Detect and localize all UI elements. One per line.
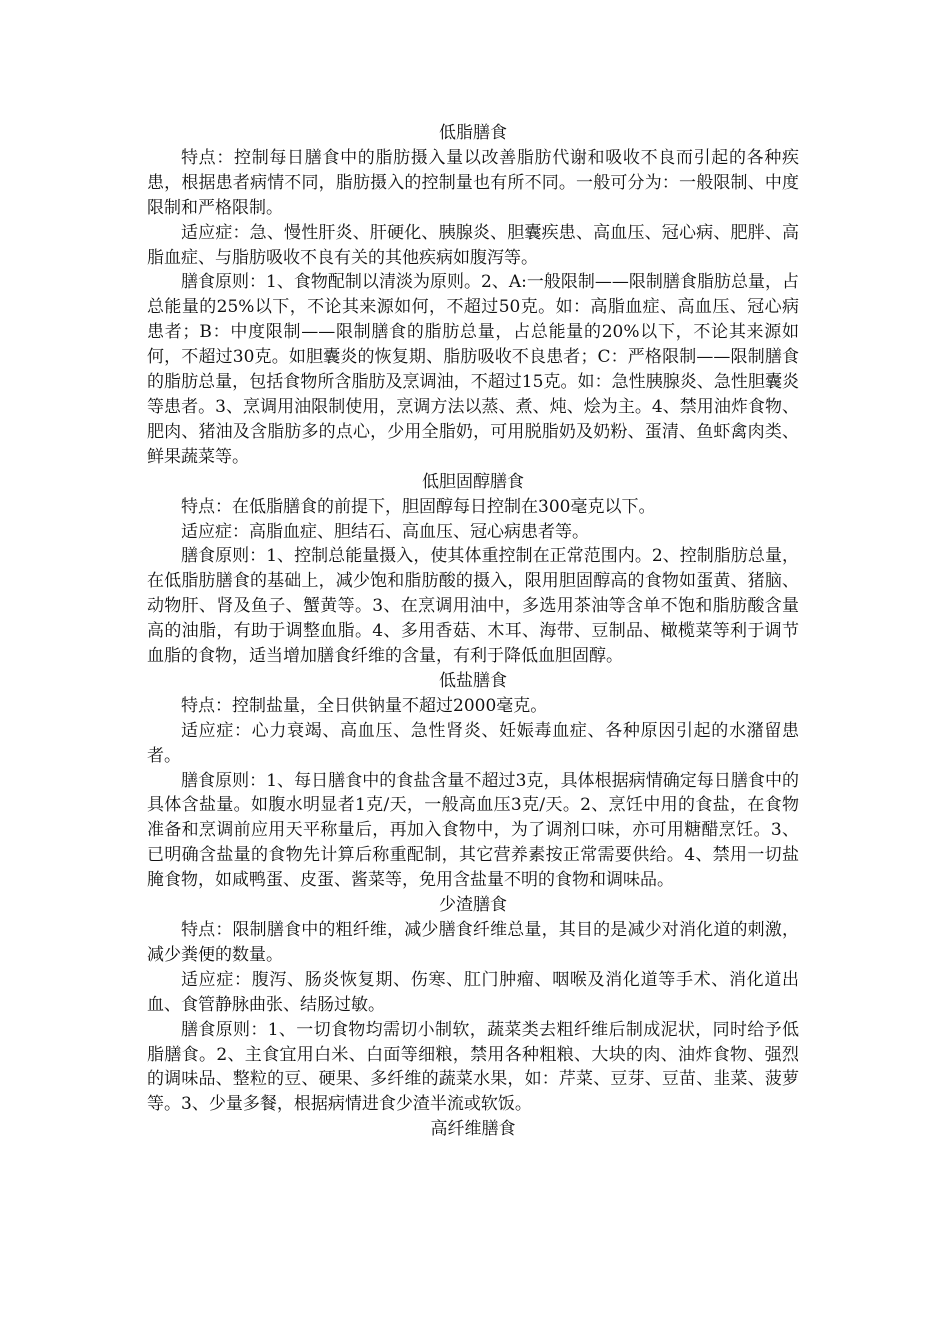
- features-paragraph: 特点：限制膳食中的粗纤维，减少膳食纤维总量，其目的是减少对消化道的刺激，减少粪便的数量。: [147, 920, 799, 965]
- features-paragraph: 特点：在低脂膳食的前提下，胆固醇每日控制在300毫克以下。: [181, 496, 656, 517]
- section-low-fat: [147, 121, 799, 470]
- section-low-salt: [147, 669, 799, 893]
- principles-paragraph: 膳食原则：1、每日膳食中的食盐含量不超过3克，具体根据病情确定每日膳食中的具体含盐量。如腹水明显者1克/天，一般高血压3克/天。2、烹饪中用的食盐，在食物准备和烹调前应用天平称量后，再加入食物中，为了调剂口味，亦可用糖醋烹饪。3、已明确含盐量的食物先计算后称重配制，其它营养素按正常需要供给。4、禁用一切盐腌食物，如咸鸭蛋、皮蛋、酱菜等，免用含盐量不明的食物和调味品。: [147, 770, 799, 891]
- section-title: 低脂膳食: [439, 123, 507, 143]
- section-low-cholesterol: [147, 470, 799, 669]
- principles-paragraph: 膳食原则：1、一切食物均需切小制软，蔬菜类去粗纤维后制成泥状，同时给予低脂膳食。2、主食宜用白米、白面等细粮，禁用各种粗粮、大块的肉、油炸食物、强烈的调味品、整粒的豆、硬果、多纤维的蔬菜水果，如：芹菜、豆芽、豆苗、韭菜、菠萝等。3、少量多餐，根据病情进食少渣半流或软饭。: [147, 1019, 799, 1115]
- features-paragraph: 特点：控制每日膳食中的脂肪摄入量以改善脂肪代谢和吸收不良而引起的各种疾患，根据患者病情不同，脂肪摄入的控制量也有所不同。一般可分为：一般限制、中度限制和严格限制。: [147, 147, 799, 218]
- section-title: 少渣膳食: [439, 895, 507, 916]
- principles-paragraph: 膳食原则：1、食物配制以清淡为原则。2、A:一般限制——限制膳食脂肪总量，占总能量的25%以下，不论其来源如何，不超过50克。如：高脂血症、高血压、冠心病患者；B：中度限制——限制膳食的脂肪总量，占总能量的20%以下，不论其来源如何，不超过30克。如胆囊炎的恢复期、脂肪吸收不良患者；C：严格限制——限制膳食的脂肪总量，包括食物所含脂肪及烹调油，不超过15克。如：急性胰腺炎、急性胆囊炎等患者。3、烹调用油限制使用，烹调方法以蒸、煮、炖、烩为主。4、禁用油炸食物、肥肉、猪油及含脂肪多的点心，少用全脂奶，可用脱脂奶及奶粉、蛋清、鱼虾禽肉类、鲜果蔬菜等。: [147, 272, 799, 467]
- indications-paragraph: 适应症：高脂血症、胆结石、高血压、冠心病患者等。: [181, 521, 589, 542]
- principles-paragraph: 膳食原则：1、控制总能量摄入，使其体重控制在正常范围内。2、控制脂肪总量，在低脂肪膳食的基础上，减少饱和脂肪酸的摄入，限用胆固醇高的食物如蛋黄、猪脑、动物肝、肾及鱼子、蟹黄等。3、在烹调用油中，多选用茶油等含单不饱和脂肪酸含量高的油脂，有助于调整血脂。4、多用香菇、木耳、海带、豆制品、橄榄菜等利于调节血脂的食物，适当增加膳食纤维的含量，有利于降低血胆固醇。: [147, 546, 799, 667]
- section-low-residue: [147, 893, 799, 1117]
- section-title: 低胆固醇膳食: [422, 471, 524, 492]
- indications-paragraph: 适应症：心力衰竭、高血压、急性肾炎、妊娠毒血症、各种原因引起的水潴留患者。: [147, 720, 799, 766]
- features-paragraph: 特点：控制盐量，全日供钠量不超过2000毫克。: [181, 695, 548, 716]
- indications-paragraph: 适应症：急、慢性肝炎、肝硬化、胰腺炎、胆囊疾患、高血压、冠心病、肥胖、高脂血症、与脂肪吸收不良有关的其他疾病如腹泻等。: [147, 222, 799, 268]
- section-title: 低盐膳食: [439, 670, 507, 691]
- section-title-high-fiber: 高纤维膳食: [430, 1119, 516, 1140]
- document-page: [147, 121, 799, 1142]
- indications-paragraph: 适应症：腹泻、肠炎恢复期、伤寒、肛门肿瘤、咽喉及消化道等手术、消化道出血、食管静脉曲张、结肠过敏。: [147, 969, 799, 1015]
